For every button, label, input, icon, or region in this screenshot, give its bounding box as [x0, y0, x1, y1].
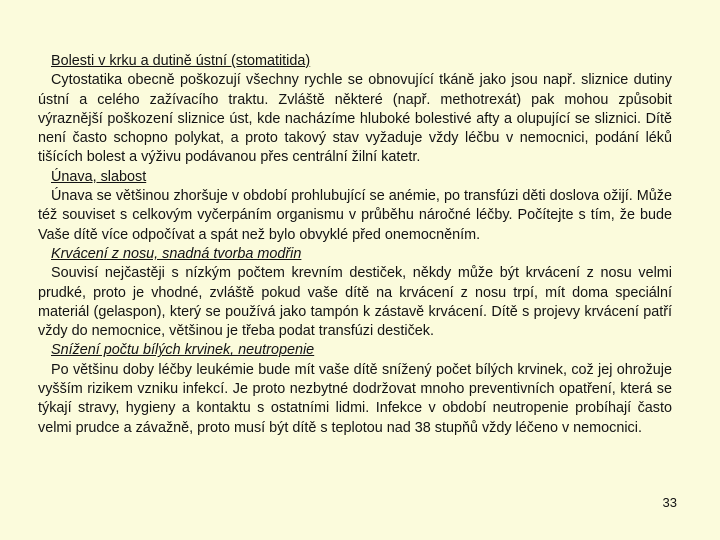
section-heading: Bolesti v krku a dutině ústní (stomatitida): [51, 53, 311, 69]
section-fatigue: [38, 168, 672, 245]
section-paragraph: Cytostatika obecně poškozují všechny rychle se obnovující tkáně jako jsou např. sliznice dutiny ústní a celého zažívacího traktu. Zvláště některé (např. methotrexát) pak mohou způsobit výraznější poškození sliznice úst, kde nacházíme hluboké bolestivé afty a olupující se sliznici. Dítě není často schopno polykat, a proto takový stav vyžaduje vždy léčbu v nemocnici, podání léků tišících bolest a výživu podávanou přes centrální žilní katetr.: [38, 72, 672, 166]
section-neutropenia: [38, 341, 672, 437]
section-heading: Snížení počtu bílých krvinek, neutropenie: [51, 342, 315, 359]
document-body: [38, 52, 672, 438]
section-paragraph: Souvisí nejčastěji s nízkým počtem krevním destiček, někdy může být krvácení z nosu velmi prudké, proto je vhodné, zvláště pokud vaše dítě na krvácení z nosu trpí, mít doma speciální materiál (gelaspon), který se používá jako tampón k zástavě krvácení. Dítě s projevy krvácení patří vždy do nemocnice, většinou je třeba podat transfúzi destiček.: [38, 265, 672, 340]
page-number: 33: [662, 495, 677, 510]
section-heading: Krvácení z nosu, snadná tvorba modřin: [51, 245, 302, 262]
section-paragraph: Únava se většinou zhoršuje v období prohlubující se anémie, po transfúzi děti doslova ožijí. Může též souviset s celkovým vyčerpáním organismu v průběhu náročné léčby. Počítejte s tím, že bude Vaše dítě více odpočívat a spát než bylo obvyklé před onemocněním.: [38, 188, 672, 243]
section-paragraph: Po většinu doby léčby leukémie bude mít vaše dítě snížený počet bílých krvinek, což jej ohrožuje vyšším rizikem vzniku infekcí. Je proto nezbytné dodržovat mnoho preventivních opatření, která se týkají stravy, hygieny a kontaktu s ostatními lidmi. Infekce v období neutropenie probíhají často velmi prudce a závažně, proto musí být dítě s teplotou nad 38 stupňů vždy léčeno v nemocnici.: [38, 361, 672, 436]
section-bleeding: [38, 245, 672, 341]
section-stomatitis: [38, 52, 672, 168]
section-heading: Únava, slabost: [51, 168, 147, 185]
